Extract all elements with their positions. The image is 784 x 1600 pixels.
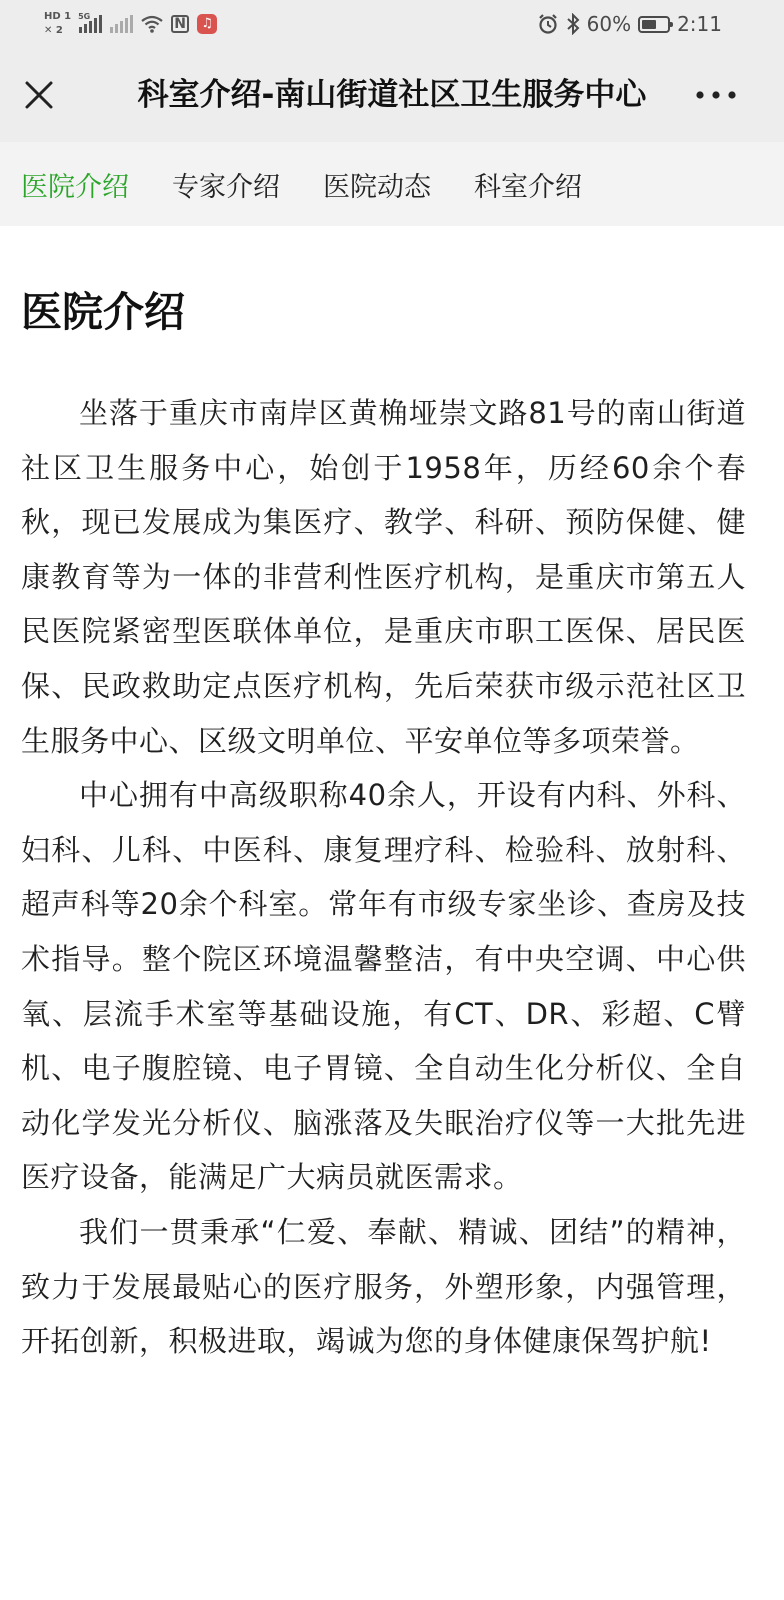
signal-icon bbox=[78, 12, 102, 33]
close-icon[interactable] bbox=[22, 78, 56, 112]
more-icon[interactable] bbox=[692, 82, 740, 108]
tab-bar bbox=[0, 142, 784, 226]
sim-indicator bbox=[44, 10, 71, 38]
sim-line-1: HD 1 bbox=[44, 11, 72, 22]
wifi-icon bbox=[141, 15, 163, 33]
nav-bar bbox=[0, 48, 784, 142]
article-paragraph-1: 坐落于重庆市南岸区黄桷垭崇文路81号的南山街道社区卫生服务中心，始创于1958年，历经60余个春秋，现已发展成为集医疗、教学、科研、预防保健、健康教育等为一体的非营利性医疗机构，是重庆市第五人民医院紧密型医联体单位，是重庆市职工医保、居民医保、民政救助定点医疗机构，先后荣获市级示范社区卫生服务中心、区级文明单位、平安单位等多项荣誉。 bbox=[21, 396, 746, 758]
status-time: 2:11 bbox=[677, 12, 722, 36]
battery-percent: 60% bbox=[586, 12, 632, 36]
tab-hospital-intro[interactable]: 医院介绍 bbox=[21, 171, 129, 203]
signal-secondary-icon bbox=[110, 15, 133, 33]
tab-expert-intro[interactable]: 专家介绍 bbox=[172, 171, 280, 203]
sim-line-2: ✕ 2 bbox=[44, 25, 63, 36]
status-bar bbox=[0, 0, 784, 48]
music-app-icon: ♫ bbox=[197, 14, 217, 34]
page-title: 科室介绍-南山街道社区卫生服务中心 bbox=[137, 77, 647, 113]
article-paragraph-3: 我们一贯秉承“仁爱、奉献、精诚、团结”的精神，致力于发展最贴心的医疗服务，外塑形象，内强管理，开拓创新，积极进取，竭诚为您的身体健康保驾护航! bbox=[21, 1214, 746, 1359]
nfc-icon: N bbox=[171, 15, 189, 33]
article-paragraph-2: 中心拥有中高级职称40余人，开设有内科、外科、妇科、儿科、中医科、康复理疗科、检验科、放射科、超声科等20余个科室。常年有市级专家坐诊、查房及技术指导。整个院区环境温馨整洁，有中央空调、中心供氧、层流手术室等基础设施，有CT、DR、彩超、C臂机、电子腹腔镜、电子胃镜、全自动生化分析仪、全自动化学发光分析仪、脑涨落及失眠治疗仪等一大批先进医疗设备，能满足广大病员就医需求。 bbox=[21, 778, 746, 1195]
article-heading: 医院介绍 bbox=[21, 288, 185, 336]
alarm-icon bbox=[537, 13, 559, 35]
network-label: 5G bbox=[78, 12, 91, 21]
battery-fill bbox=[642, 20, 656, 29]
article-content bbox=[21, 282, 746, 1369]
tab-hospital-news[interactable]: 医院动态 bbox=[323, 171, 431, 203]
bluetooth-icon bbox=[566, 13, 580, 35]
battery-icon bbox=[638, 16, 670, 33]
status-left-group bbox=[44, 6, 217, 42]
status-right-group bbox=[537, 9, 722, 39]
tab-department-intro[interactable]: 科室介绍 bbox=[474, 171, 582, 203]
